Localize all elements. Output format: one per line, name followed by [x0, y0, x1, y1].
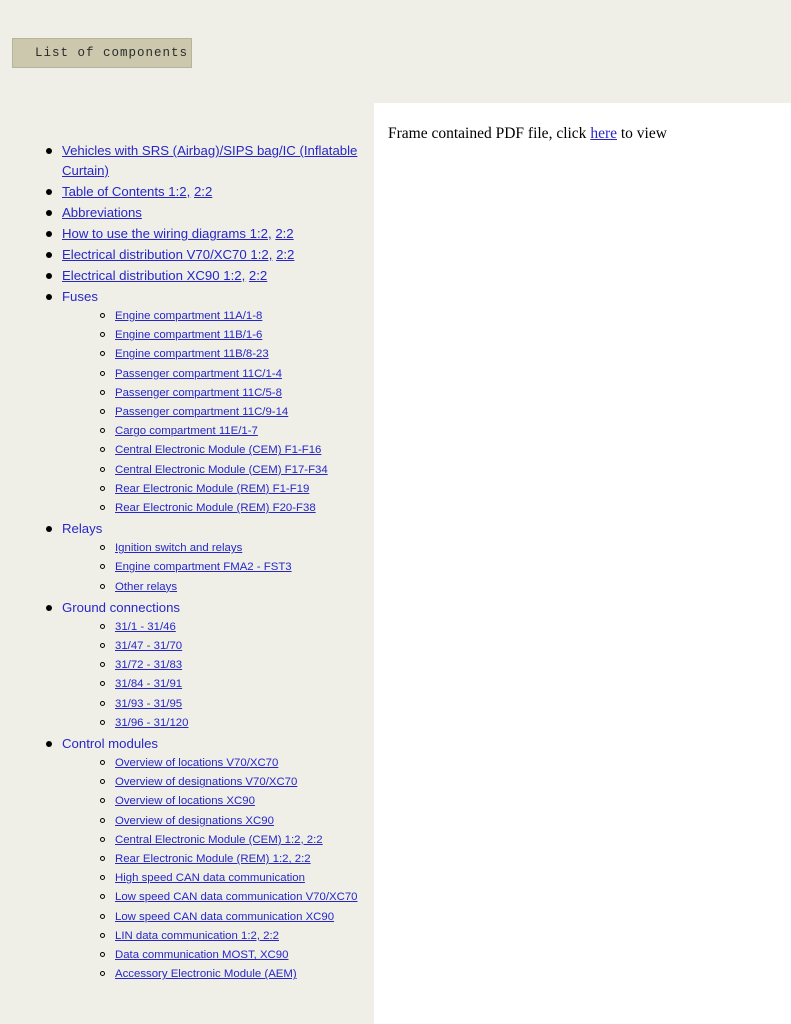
toc-sublink[interactable]: 31/96 - 31/120	[115, 716, 189, 729]
toc-link-page2[interactable]: 2:2	[275, 226, 294, 241]
sub-bullet-icon	[100, 371, 105, 376]
toc-sublist	[62, 539, 374, 597]
toc-sublink[interactable]: Low speed CAN data communication XC90	[115, 910, 335, 923]
toc-sublink[interactable]: 31/47 - 31/70	[115, 640, 183, 653]
bullet-icon	[46, 252, 52, 258]
sub-bullet-icon	[100, 837, 105, 842]
toc-sublink[interactable]: Engine compartment 11A/1-8	[115, 310, 263, 322]
page-title: List of components	[35, 46, 189, 60]
toc-subitem	[62, 637, 374, 656]
toc-sublink[interactable]: Low speed CAN data communication V70/XC70	[115, 891, 358, 904]
toc-item	[0, 224, 374, 244]
toc-group-label: Fuses	[62, 289, 98, 304]
toc-subitem	[62, 441, 374, 460]
pdf-message	[388, 123, 791, 145]
toc-subitem	[62, 656, 374, 675]
toc-subitem	[62, 539, 374, 558]
toc-link-page2[interactable]: 2:2	[276, 247, 295, 262]
toc-subitem	[62, 850, 374, 869]
toc-sublink[interactable]: 31/93 - 31/95	[115, 697, 183, 710]
bullet-icon	[46, 526, 52, 532]
toc-sublink[interactable]: Passenger compartment 11C/9-14	[115, 406, 289, 419]
toc-link[interactable]: Table of Contents 1:2,	[62, 184, 191, 199]
sub-bullet-icon	[100, 971, 105, 976]
toc-subitem	[62, 965, 374, 984]
toc-sublink[interactable]: Accessory Electronic Module (AEM)	[115, 968, 297, 981]
sub-bullet-icon	[100, 428, 105, 433]
pdf-here-link[interactable]: here	[590, 125, 617, 142]
toc-sublink[interactable]: Overview of designations V70/XC70	[115, 776, 298, 789]
toc-group-label: Relays	[62, 521, 103, 537]
toc-link[interactable]: Abbreviations	[62, 205, 142, 220]
bullet-icon	[46, 231, 52, 237]
toc-sublink[interactable]: 31/1 - 31/46	[115, 620, 176, 633]
toc-item	[0, 598, 374, 733]
sub-bullet-icon	[100, 409, 105, 414]
sub-bullet-icon	[100, 624, 105, 629]
toc-subitem	[62, 714, 374, 733]
toc-subitem	[62, 618, 374, 637]
toc-sublink[interactable]: Data communication MOST, XC90	[115, 949, 289, 962]
toc-subitem	[62, 345, 374, 364]
toc-subitem	[62, 946, 374, 965]
sub-bullet-icon	[100, 914, 105, 919]
toc-item	[0, 182, 374, 202]
toc-sublink[interactable]: Overview of designations XC90	[115, 814, 274, 827]
sub-bullet-icon	[100, 505, 105, 510]
toc-group-label: Ground connections	[62, 599, 181, 615]
toc-sublink[interactable]: Passenger compartment 11C/5-8	[115, 386, 282, 399]
toc-item	[0, 203, 374, 223]
sub-bullet-icon	[100, 818, 105, 823]
toc-frame	[0, 103, 374, 1024]
toc-sublist	[62, 618, 374, 733]
toc-item	[0, 734, 374, 984]
page-title-tab	[12, 38, 192, 68]
sub-bullet-icon	[100, 332, 105, 337]
toc-subitem	[62, 422, 374, 441]
sub-bullet-icon	[100, 486, 105, 491]
toc-sublink[interactable]: 31/84 - 31/91	[115, 678, 183, 691]
toc-sublink[interactable]: Rear Electronic Module (REM) 1:2, 2:2	[115, 853, 311, 866]
toc-item	[0, 287, 374, 518]
toc-subitem	[62, 927, 374, 946]
bullet-icon	[46, 741, 52, 747]
toc-subitem	[62, 403, 374, 422]
bullet-icon	[46, 189, 52, 195]
sub-bullet-icon	[100, 662, 105, 667]
sub-bullet-icon	[100, 584, 105, 589]
toc-subitem	[62, 695, 374, 714]
toc-subitem	[62, 326, 374, 345]
toc-subitem	[62, 869, 374, 888]
toc-link[interactable]: Electrical distribution V70/XC70 1:2,	[62, 247, 273, 262]
toc-sublink[interactable]: Central Electronic Module (CEM) 1:2, 2:2	[115, 833, 323, 846]
toc-subitem	[62, 773, 374, 792]
toc-subitem	[62, 888, 374, 907]
toc-subitem	[62, 558, 374, 577]
sub-bullet-icon	[100, 545, 105, 550]
toc-subitem	[62, 792, 374, 811]
toc-subitem	[62, 461, 374, 480]
sub-bullet-icon	[100, 564, 105, 569]
sub-bullet-icon	[100, 856, 105, 861]
sub-bullet-icon	[100, 701, 105, 706]
bullet-icon	[46, 273, 52, 279]
toc-link-page2[interactable]: 2:2	[248, 268, 268, 283]
toc-subitem	[62, 578, 374, 597]
toc-sublink[interactable]: Overview of locations V70/XC70	[115, 757, 279, 770]
toc-subitem	[62, 307, 374, 326]
toc-group-label: Control modules	[62, 736, 159, 752]
toc-subitem	[62, 812, 374, 831]
toc-sublink[interactable]: Cargo compartment 11E/1-7	[115, 425, 258, 438]
toc-list	[0, 103, 374, 985]
sub-bullet-icon	[100, 467, 105, 472]
toc-sublink[interactable]: Central Electronic Module (CEM) F17-F34	[115, 463, 328, 476]
toc-item	[0, 266, 374, 286]
toc-subitem	[62, 908, 374, 927]
toc-subitem	[62, 675, 374, 694]
toc-item	[0, 141, 374, 181]
toc-sublink[interactable]: Ignition switch and relays	[115, 542, 243, 555]
toc-sublink[interactable]: LIN data communication 1:2, 2:2	[115, 929, 279, 942]
toc-sublink[interactable]: Rear Electronic Module (REM) F20-F38	[115, 502, 316, 515]
sub-bullet-icon	[100, 933, 105, 938]
toc-subitem	[62, 384, 374, 403]
toc-sublink[interactable]: 31/72 - 31/83	[115, 659, 183, 672]
toc-sublist	[62, 307, 374, 518]
toc-subitem	[62, 754, 374, 773]
bullet-icon	[46, 605, 52, 611]
toc-sublink[interactable]: Engine compartment FMA2 - FST3	[115, 561, 292, 574]
toc-subitem	[62, 831, 374, 850]
toc-subitem	[62, 499, 374, 518]
header-band	[0, 0, 791, 103]
sub-bullet-icon	[100, 779, 105, 784]
toc-subitem	[62, 480, 374, 499]
toc-subitem	[62, 365, 374, 384]
toc-sublink[interactable]: Engine compartment 11B/1-6	[115, 329, 263, 342]
bullet-icon	[46, 210, 52, 216]
toc-link[interactable]: Vehicles with SRS (Airbag)/SIPS bag/IC (Inflatable Curtain)	[62, 143, 358, 178]
sub-bullet-icon	[100, 720, 105, 725]
sub-bullet-icon	[100, 351, 105, 356]
toc-link[interactable]: Electrical distribution XC90 1:2,	[62, 268, 246, 283]
toc-item	[0, 519, 374, 597]
toc-link-page2[interactable]: 2:2	[193, 184, 213, 199]
bullet-icon	[46, 294, 52, 300]
sub-bullet-icon	[100, 447, 105, 452]
bullet-icon	[46, 148, 52, 154]
sub-bullet-icon	[100, 390, 105, 395]
sub-bullet-icon	[100, 681, 105, 686]
toc-sublink[interactable]: Engine compartment 11B/8-23	[115, 348, 269, 361]
sub-bullet-icon	[100, 313, 105, 318]
toc-sublink[interactable]: Central Electronic Module (CEM) F1-F16	[115, 444, 322, 457]
toc-sublink[interactable]: Other relays	[115, 580, 178, 593]
toc-sublink[interactable]: High speed CAN data communication	[115, 872, 305, 885]
sub-bullet-icon	[100, 643, 105, 648]
pdf-message-before: Frame contained PDF file, click	[388, 125, 591, 142]
toc-item	[0, 245, 374, 265]
toc-link[interactable]: How to use the wiring diagrams 1:2,	[62, 226, 272, 241]
sub-bullet-icon	[100, 952, 105, 957]
sub-bullet-icon	[100, 894, 105, 899]
toc-sublist	[62, 754, 374, 984]
toc-sublink[interactable]: Rear Electronic Module (REM) F1-F19	[115, 482, 310, 495]
pdf-message-after: to view	[616, 125, 667, 142]
sub-bullet-icon	[100, 760, 105, 765]
toc-sublink[interactable]: Passenger compartment 11C/1-4	[115, 367, 282, 380]
sub-bullet-icon	[100, 875, 105, 880]
pdf-frame	[374, 103, 791, 1024]
toc-sublink[interactable]: Overview of locations XC90	[115, 795, 255, 808]
sub-bullet-icon	[100, 798, 105, 803]
